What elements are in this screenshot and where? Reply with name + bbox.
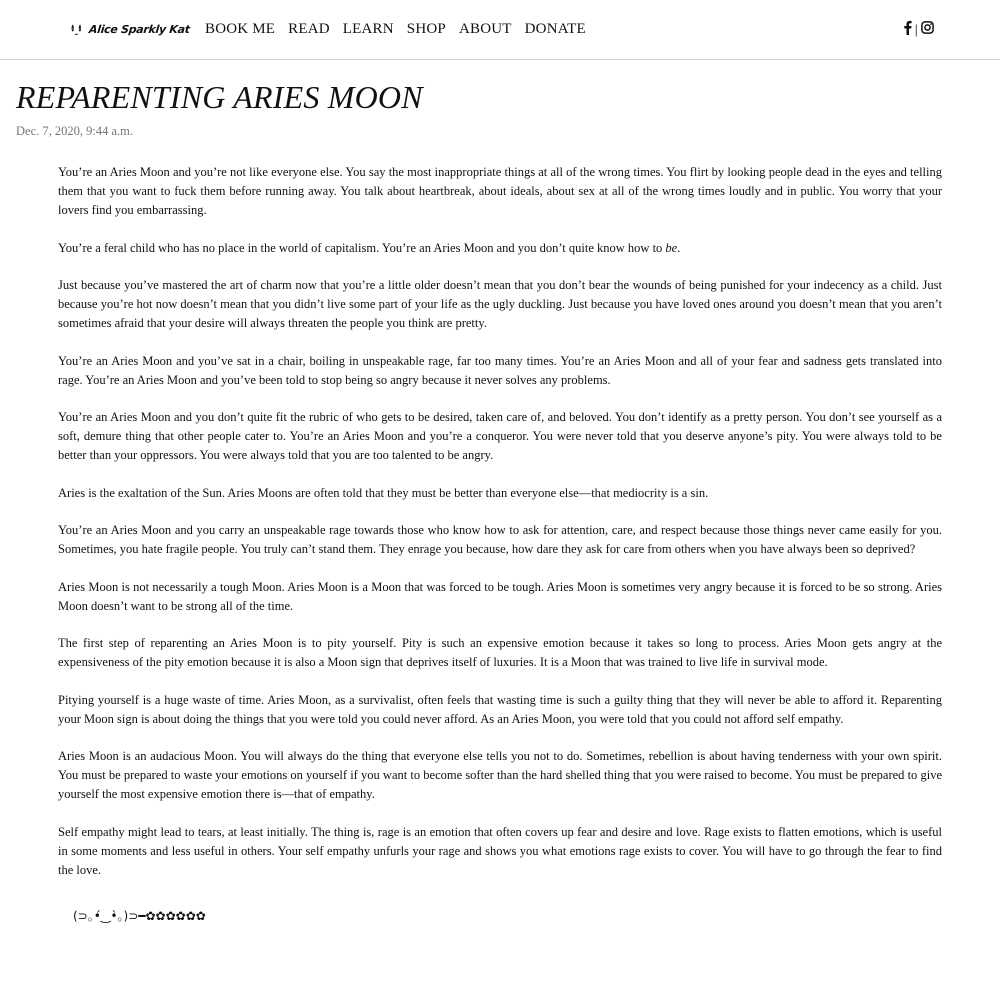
paragraph-5: You’re an Aries Moon and you don’t quite fit the rubric of who gets to be desired, taken care of, and beloved. You don’t identify as a pretty person. You don’t see yourself as a soft, demure thing that other people cater to. You’re an Aries Moon and you’re a conqueror. You were never told that you deserve anyone’s pity. You were always told to be better than your oppressors. You were always told that you are too talented to be angry.	[58, 410, 942, 462]
paragraph-12: Self empathy might lead to tears, at least initially. The thing is, rage is an emotion that often covers up fear and desire and love. Rage exists to flatten emotions, which is useful in some moments and less useful in others. Your self empathy unfurls your rage and shows you what emotions rage exists to cover. You will have to go through the fear to find the love.	[58, 824, 942, 877]
paragraph-4: You’re an Aries Moon and you’ve sat in a chair, boiling in unspeakable rage, far too many times. You’re an Aries Moon and all of your fear and sadness gets translated into rage. You’re an Aries Moon and you’ve been told to stop being so angry because it never solves any problems.	[58, 353, 942, 387]
nav-learn[interactable]: LEARN	[342, 21, 394, 37]
post-body	[58, 163, 942, 898]
cat-face-icon	[70, 12, 85, 46]
site-logo[interactable]	[70, 12, 190, 46]
paragraph-2-text: You’re a feral child who has no place in the world of capitalism. You’re an Aries Moon and you don’t quite know how to	[58, 240, 666, 255]
nav-book-me[interactable]: BOOK ME	[205, 21, 276, 37]
paragraph-2-emphasis: be	[665, 240, 678, 255]
social-separator: |	[914, 22, 918, 37]
paragraph-11: Aries Moon is an audacious Moon. You will always do the thing that everyone else tells you not to do. Sometimes, rebellion is about having tenderness with your own spirit. You must be prepared to waste your emotions on yourself if you want to become softer than the hard shelled thing that you were raised to become. You must be prepared to give yourself the most expensive emotion there is—that of empathy.	[58, 749, 942, 801]
social-links	[903, 20, 934, 40]
facebook-icon[interactable]	[903, 20, 912, 40]
paragraph-8: Aries Moon is not necessarily a tough Moon. Aries Moon is a Moon that was forced to be tough. Aries Moon is sometimes very angry because it is forced to be so strong. Aries Moon doesn’t want to be strong all of the time.	[58, 579, 942, 613]
paragraph-2	[58, 239, 942, 258]
post-title: REPARENTING ARIES MOON	[16, 79, 423, 115]
main-nav	[205, 19, 586, 39]
paragraph-9: The first step of reparenting an Aries Moon is to pity yourself. Pity is such an expensive emotion because it takes so long to process. Aries Moon gets angry at the expensiveness of the pity emotion because it is also a Moon sign that deprives itself of luxuries. It is a Moon that was trained to live life in survival mode.	[58, 636, 942, 669]
paragraph-6: Aries is the exaltation of the Sun. Aries Moons are often told that they must be better than everyone else—that mediocrity is a sin.	[58, 485, 709, 500]
paragraph-7: You’re an Aries Moon and you carry an unspeakable rage towards those who know how to ask for attention, care, and respect because those things never came easily for you. Sometimes, you hate fragile people. You truly can’t stand them. They enrage you because, how dare they ask for care from others when you have always been so deprived?	[58, 523, 942, 556]
nav-donate[interactable]: DONATE	[524, 21, 586, 37]
nav-about[interactable]: ABOUT	[458, 21, 512, 37]
site-header	[0, 0, 1000, 60]
nav-read[interactable]: READ	[288, 21, 330, 37]
logo-text: Alice Sparkly Kat	[88, 22, 191, 36]
instagram-icon[interactable]	[921, 21, 934, 39]
paragraph-3: Just because you’ve mastered the art of charm now that you’re a little older doesn’t mean that you don’t bear the wounds of being punished for your indecency as a child. Just because you’re hot now doesn’t mean that you didn’t live some part of your life as the ugly duckling. Just because you have loved ones around you doesn’t mean that you aren’t sometimes afraid that your desire will always threaten the people you think are pretty.	[58, 278, 942, 330]
paragraph-2-end: .	[677, 240, 681, 255]
paragraph-1: You’re an Aries Moon and you’re not like everyone else. You say the most inappropriate things at all of the wrong times. You flirt by looking people dead in the eyes and telling them that you want to fuck them before running away. You talk about heartbreak, about ideals, about sex at all of the wrong times loudly and in public. You worry that your lovers find you embarrassing.	[58, 165, 942, 217]
nav-shop[interactable]: SHOP	[406, 21, 446, 37]
paragraph-10: Pitying yourself is a huge waste of time. Aries Moon, as a survivalist, often feels that wasting time is such a guilty thing that they will never be able to afford it. Reparenting your Moon sign is about doing the things that you were told you could never afford. As an Aries Moon, you were told that you could not afford self empathy.	[58, 692, 942, 726]
post-date: Dec. 7, 2020, 9:44 a.m.	[16, 124, 133, 138]
kaomoji-signoff: (⊃｡•́‿•̀｡)⊃━✿✿✿✿✿✿	[73, 909, 206, 923]
